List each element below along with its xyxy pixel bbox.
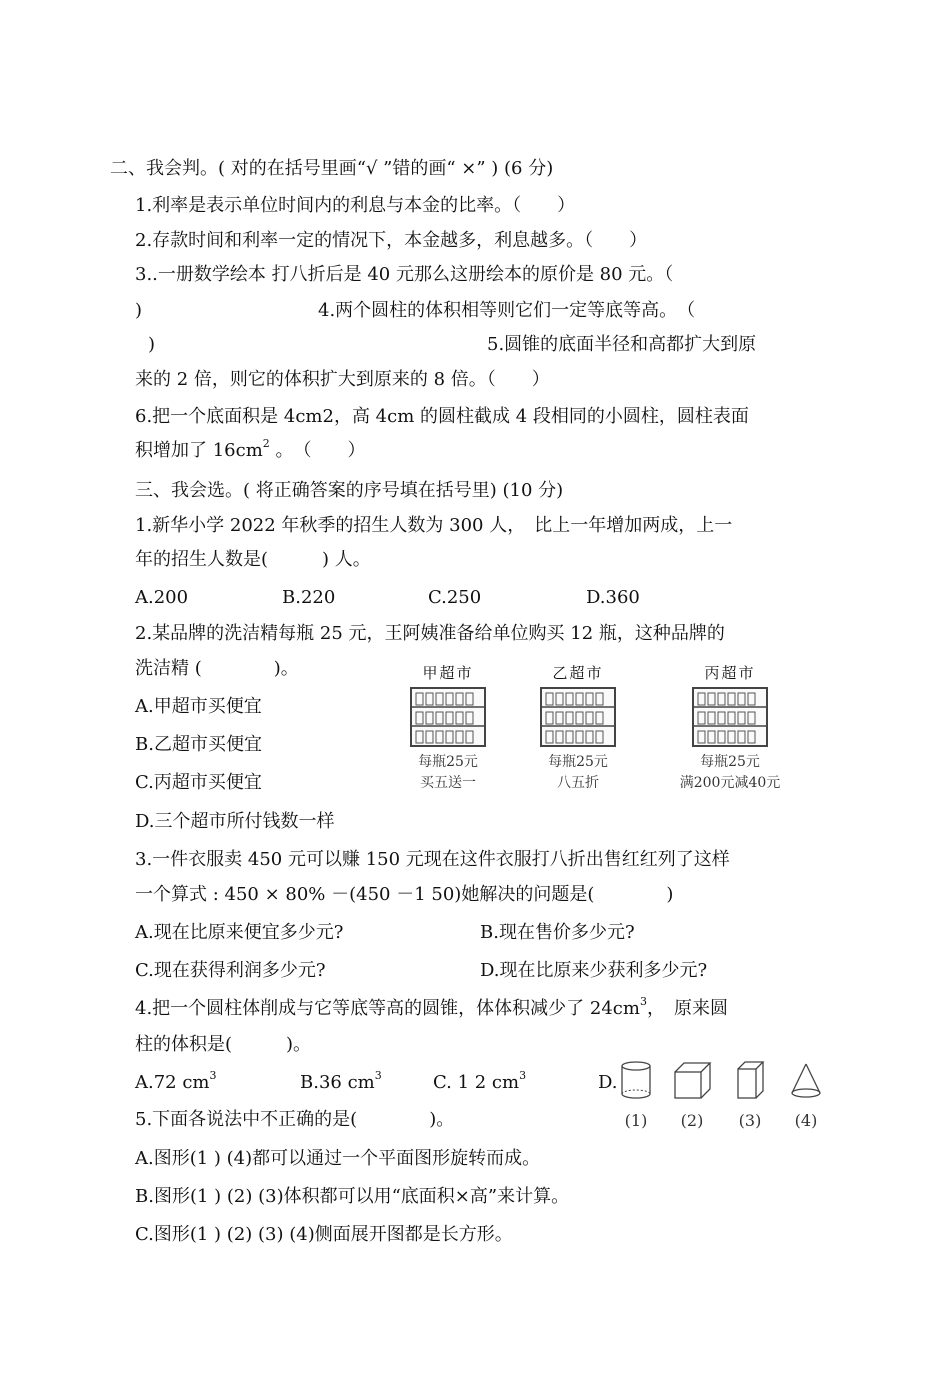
- choice-q1: 1.新华小学 2022 年秋季的招生人数为 300 人， 比上一年增加两成，上一: [135, 515, 733, 536]
- figure-3: [728, 1060, 772, 1130]
- shelf-icon: [540, 687, 616, 747]
- figure-4: [784, 1060, 828, 1130]
- choice-q2-option-d: D.三个超市所付钱数一样: [135, 811, 335, 832]
- cube-icon: [672, 1060, 712, 1100]
- shop-name: 甲超市: [422, 664, 474, 682]
- choice-q3-option-c: C.现在获得利润多少元?: [135, 960, 326, 981]
- choice-q4-option-c: C. 1 2 $cm^3$: [433, 1069, 527, 1093]
- shop-name: 乙超市: [552, 664, 604, 682]
- judge-q4-bracket: ): [148, 334, 156, 355]
- choice-q4: 4.把一个圆柱体削成与它等底等高的圆锥，体体积减少了 $24cm^3$， 原来圆: [135, 995, 728, 1019]
- figure-label: (2): [680, 1111, 704, 1130]
- figure-2: [670, 1060, 714, 1130]
- choice-q4-option-b: B.36 $cm^3$: [300, 1069, 382, 1093]
- cuboid-icon: [732, 1060, 768, 1100]
- choice-q2-option-c: C.丙超市买便宜: [135, 772, 262, 793]
- shop-price: 每瓶25元: [548, 754, 608, 770]
- choice-q5: 5.下面各说法中不正确的是( )。: [135, 1109, 455, 1130]
- shop-jia: [388, 662, 508, 794]
- choice-q5-option-b: B.图形(1 ) (2) (3)体积都可以用“底面积×高”来计算。: [135, 1186, 570, 1207]
- choice-q2-option-a: A.甲超市买便宜: [135, 696, 262, 717]
- choice-q1-option-d: D.360: [586, 587, 640, 608]
- shop-yi: [518, 662, 638, 794]
- choice-q1-option-c: C.250: [428, 587, 482, 608]
- judge-q4: 4.两个圆柱的体积相等则它们一定等底等高。 （: [318, 300, 696, 321]
- choice-q5-option-a: A.图形(1 ) (4)都可以通过一个平面图形旋转而成。: [135, 1148, 541, 1169]
- judge-q5: 5.圆锥的底面半径和高都扩大到原: [487, 334, 757, 355]
- choice-q1-cont: 年的招生人数是( ) 人。: [135, 549, 371, 570]
- cylinder-icon: [618, 1060, 654, 1100]
- judge-q3-bracket: ): [135, 300, 143, 321]
- shop-bing: [670, 662, 790, 794]
- figure-label: (1): [624, 1111, 648, 1130]
- figure-label: (4): [794, 1111, 818, 1130]
- cone-icon: [788, 1060, 824, 1100]
- choice-q2-option-b: B.乙超市买便宜: [135, 734, 262, 755]
- choice-q4-option-a: A.72 $cm^3$: [135, 1069, 217, 1093]
- judge-q1: 1.利率是表示单位时间内的利息与本金的比率。（ ）: [135, 195, 576, 216]
- choice-q3-option-d: D.现在比原来少获利多少元?: [480, 960, 708, 981]
- choice-q4-option-d: D.: [598, 1072, 618, 1093]
- judge-q2: 2.存款时间和利率一定的情况下，本金越多，利息越多。（ ）: [135, 230, 648, 251]
- shop-name: 丙超市: [704, 664, 756, 682]
- choice-q2-cont: 洗洁精 ( )。: [135, 658, 299, 679]
- choice-q3-option-b: B.现在售价多少元?: [480, 922, 635, 943]
- shelf-icon: [410, 687, 486, 747]
- shelf-icon: [692, 687, 768, 747]
- choice-q4-cont: 柱的体积是( )。: [135, 1034, 312, 1055]
- shop-offer: 买五送一: [420, 775, 476, 791]
- shop-price: 每瓶25元: [418, 754, 478, 770]
- figure-1: [614, 1060, 658, 1130]
- choice-q5-option-c: C.图形(1 ) (2) (3) (4)侧面展开图都是长方形。: [135, 1224, 513, 1245]
- section2-title: 二、我会判。( 对的在括号里画“√ ”错的画“ ×” ) (6 分): [110, 158, 554, 179]
- shop-offer: 八五折: [557, 775, 599, 791]
- judge-q6: 6.把一个底面积是 4cm2，高 4cm 的圆柱截成 4 段相同的小圆柱，圆柱表面: [135, 406, 749, 427]
- choice-q1-option-b: B.220: [282, 587, 336, 608]
- choice-q3-cont: 一个算式 : 450 × 80% －(450 －1 50)她解决的问题是( ): [135, 884, 674, 905]
- choice-q3-option-a: A.现在比原来便宜多少元?: [135, 922, 344, 943]
- figure-label: (3): [738, 1111, 762, 1130]
- judge-q3: 3..一册数学绘本 打八折后是 40 元那么这册绘本的原价是 80 元。（: [135, 264, 674, 285]
- choice-q2: 2.某品牌的洗洁精每瓶 25 元，王阿姨准备给单位购买 12 瓶，这种品牌的: [135, 623, 725, 644]
- choice-q3: 3.一件衣服卖 450 元可以赚 150 元现在这件衣服打八折出售红红列了这样: [135, 849, 730, 870]
- judge-q6-cont: 积增加了 $16cm^2$ 。 （ ）: [135, 437, 366, 461]
- section3-title: 三、我会选。( 将正确答案的序号填在括号里) (10 分): [135, 480, 564, 501]
- shop-price: 每瓶25元: [700, 754, 760, 770]
- shop-offer: 满200元减40元: [679, 775, 781, 791]
- choice-q1-option-a: A.200: [135, 587, 189, 608]
- judge-q5-cont: 来的 2 倍，则它的体积扩大到原来的 8 倍。（ ）: [135, 369, 550, 390]
